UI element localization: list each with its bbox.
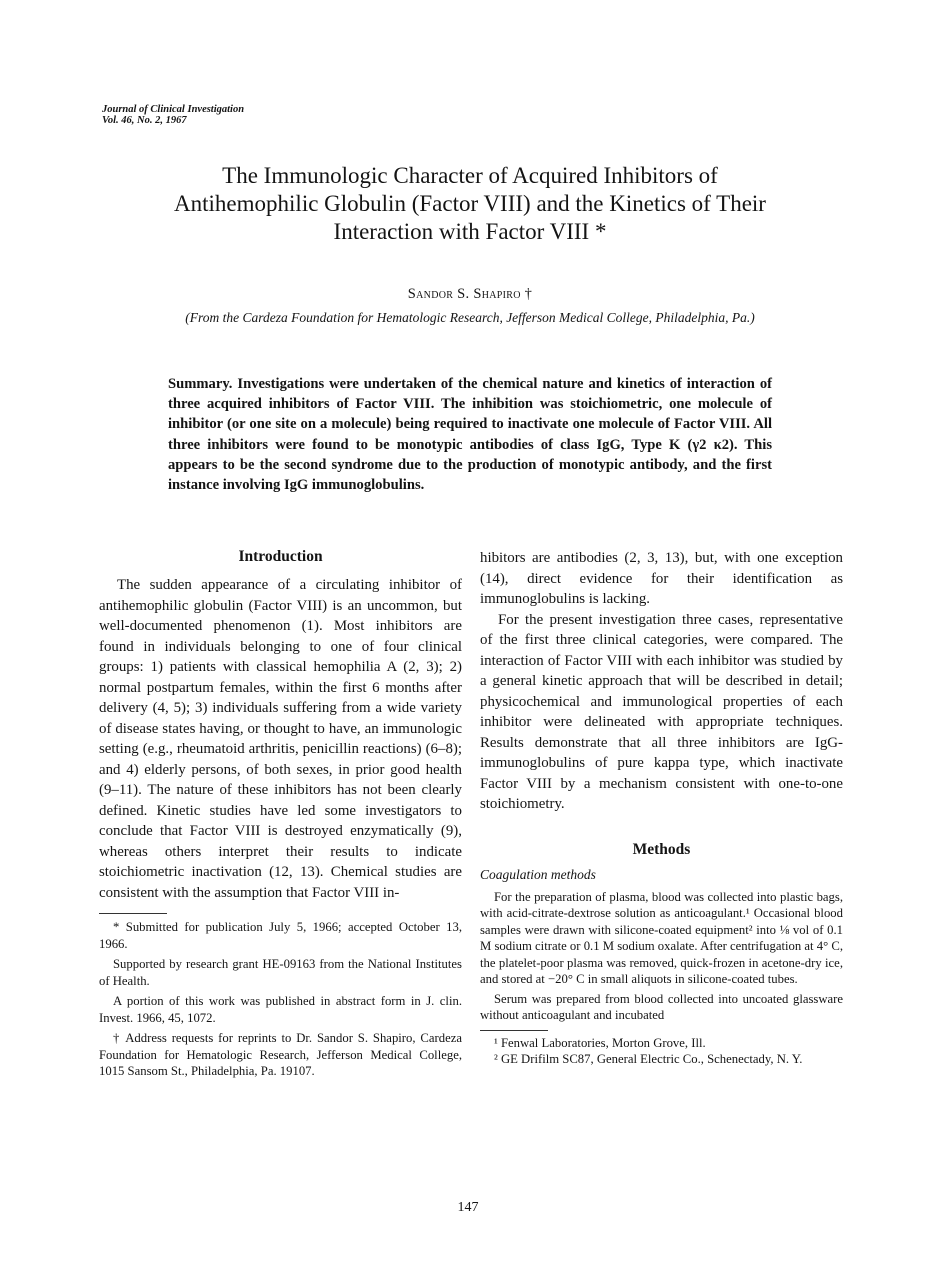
methods-heading: Methods (632, 840, 691, 858)
introduction-paragraph-2: For the present investigation three cases, representative of the first three clinical categories, were compared. The interaction of Factor VIII with each inhibitor was studied by a general kinetic approach that will be described in detail; physicochemical and immunological properties of each inhibitor were delineated with appropriate techniques. Results demonstrate that all three inhibitors are IgG-immunoglobulins of pure kappa type, which inactivate Factor VIII by a mechanism consistent with one-to-one stoichiometry. (480, 611, 843, 812)
summary-abstract: Summary. Investigations were undertaken of the chemical nature and kinetics of interaction of three acquired inhibitors of Factor VIII. The inhibition was stoichiometric, one molecule of inhibitor (or one site on a molecule) being required to inactivate one molecule of Factor VIII. All three inhibitors were found to be monotypic antibodies of class IgG, Type K (γ2 κ2). This appears to be the second syndrome due to the production of monotypic antibody, and the first instance involving IgG immunoglobulins. (168, 376, 772, 494)
coagulation-methods-subheading: Coagulation methods (480, 866, 596, 882)
introduction-paragraph-1: The sudden appearance of a circulating inhibitor of antihemophilic globulin (Factor VIII) is an uncommon, but well-documented phenomenon (1). Most inhibitors are found in individuals belonging to one of four clinical groups: 1) patients with classical hemophilia A (2, 3); 2) normal postpartum females, within the first 6 months after delivery (4, 5); 3) individuals suffering from a wide variety of disease states having, or thought to have, an immunologic setting (e.g., rheumatoid arthritis, penicillin reactions) (6–8); and 4) elderly persons, of both sexes, in prior good health (9–11). The nature of these inhibitors has not been clearly defined. Kinetic studies have led some investigators to conclude that Factor VIII is destroyed enzymatically (9), whereas others interpret their results to indicate stoichiometric inactivation (12, 13). Chemical studies are consistent with the assumption that Factor VIII in- (99, 577, 462, 901)
introduction-heading: Introduction (238, 548, 323, 565)
introduction-paragraph-1-continued: hibitors are antibodies (2, 3, 13), but, with one exception (14), direct evidence for their identification as immunoglobulins is lacking. (480, 550, 843, 607)
journal-name: Journal of Clinical Investigation (102, 104, 245, 115)
footnote-fenwal: ¹ Fenwal Laboratories, Morton Grove, Ill. (494, 1035, 706, 1050)
author-name: Sandor S. Shapiro † (407, 286, 533, 302)
page-number: 147 (457, 1200, 479, 1215)
journal-citation (102, 104, 244, 126)
article-title: The Immunologic Character of Acquired Inhibitors of Antihemophilic Globulin (Factor VIII) and the Kinetics of Their Interaction with Factor VIII * (174, 163, 766, 244)
footnote-drifilm: ² GE Drifilm SC87, General Electric Co., Schenectady, N. Y. (494, 1052, 803, 1066)
affiliation: (From the Cardeza Foundation for Hematologic Research, Jefferson Medical College, Philadelphia, Pa.) (185, 310, 755, 325)
footnote-submitted: * Submitted for publication July 5, 1966; accepted October 13, 1966. (99, 920, 462, 951)
right-column (480, 548, 843, 1068)
journal-volume: Vol. 46, No. 2, 1967 (102, 115, 187, 126)
footnote-abstract: A portion of this work was published in abstract form in J. clin. Invest. 1966, 45, 1072. (99, 994, 462, 1025)
footnote-reprints: † Address requests for reprints to Dr. Sandor S. Shapiro, Cardeza Foundation for Hematologic Research, Jefferson Medical College, 1015 Sansom St., Philadelphia, Pa. 19107. (99, 1031, 462, 1078)
methods-paragraph-1: For the preparation of plasma, blood was collected into plastic bags, with acid-citrate-dextrose solution as anticoagulant.¹ Occasional blood samples were drawn with silicone-coated equipment² into ⅛ vol of 0.1 M sodium citrate or 0.1 M sodium oxalate. After centrifugation at 4° C, the platelet-poor plasma was removed, quick-frozen in acetone-dry ice, and stored at −20° C in small aliquots in silicone-coated tubes. (480, 889, 843, 986)
methods-paragraph-2: Serum was prepared from blood collected into uncoated glassware without anticoagulant and incubated (480, 991, 843, 1022)
left-column (99, 548, 462, 1080)
footnote-grant: Supported by research grant HE-09163 from the National Institutes of Health. (99, 957, 462, 988)
